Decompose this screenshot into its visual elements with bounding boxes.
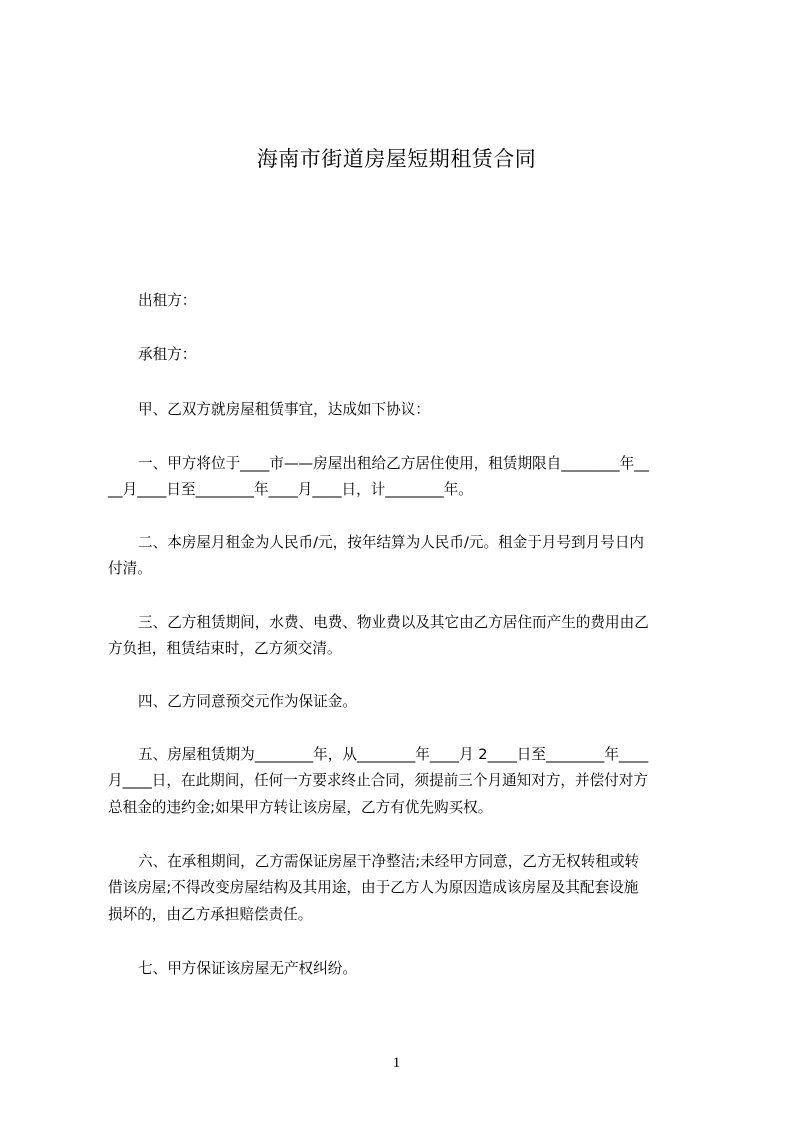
paragraph-intro [108, 397, 703, 423]
clause-3 [108, 610, 703, 663]
paragraph-line: 七、甲方保证该房屋无产权纠纷。 [138, 960, 357, 977]
paragraph-line: 月____日，在此期间，任何一方要求终止合同，须提前三个月通知对方，并偿付对方 [108, 772, 648, 790]
clause-5 [108, 742, 703, 821]
paragraph-line: 二、本房屋月租金为人民币/元，按年结算为人民币/元。租金于月号到月号日内 [138, 534, 645, 551]
document-title: 海南市街道房屋短期租赁合同 [256, 147, 537, 171]
paragraph-line: 借该房屋;不得改变房屋结构及其用途，由于乙方人为原因造成该房屋及其配套设施 [108, 879, 639, 897]
clause-6 [108, 849, 703, 928]
paragraph-lessor [108, 288, 703, 314]
paragraph-line: 三、乙方租赁期间，水费、电费、物业费以及其它由乙方居住而产生的费用由乙 [138, 614, 649, 631]
paragraph-line: __月____日至________年____月____日，计________年。 [108, 481, 473, 499]
paragraph-line: 出租方： [138, 292, 197, 309]
clause-1 [108, 451, 703, 504]
paragraph-lessee [108, 342, 703, 368]
paragraph-line: 总租金的违约金;如果甲方转让该房屋，乙方有优先购买权。 [108, 798, 493, 816]
page-number: 1 [392, 1055, 401, 1071]
paragraph-line: 五、房屋租赁期为________年，从________年____月 2____日至________年____ [138, 746, 649, 763]
clause-2 [108, 530, 703, 583]
paragraph-line: 承租方： [138, 346, 197, 363]
paragraph-line: 一、甲方将位于____市——房屋出租给乙方居住使用，租赁期限自________年__ [138, 455, 649, 472]
clause-4 [108, 689, 703, 715]
paragraph-line: 方负担，租赁结束时，乙方须交清。 [108, 640, 342, 658]
paragraph-line: 损坏的，由乙方承担赔偿责任。 [108, 905, 313, 923]
paragraph-line: 六、在承租期间，乙方需保证房屋干净整洁;未经甲方同意，乙方无权转租或转 [138, 853, 640, 870]
paragraph-line: 四、乙方同意预交元作为保证金。 [138, 693, 357, 710]
paragraph-line: 付清。 [108, 560, 152, 578]
clause-7 [108, 956, 703, 982]
paragraph-line: 甲、乙双方就房屋租赁事宜，达成如下协议： [138, 401, 430, 418]
